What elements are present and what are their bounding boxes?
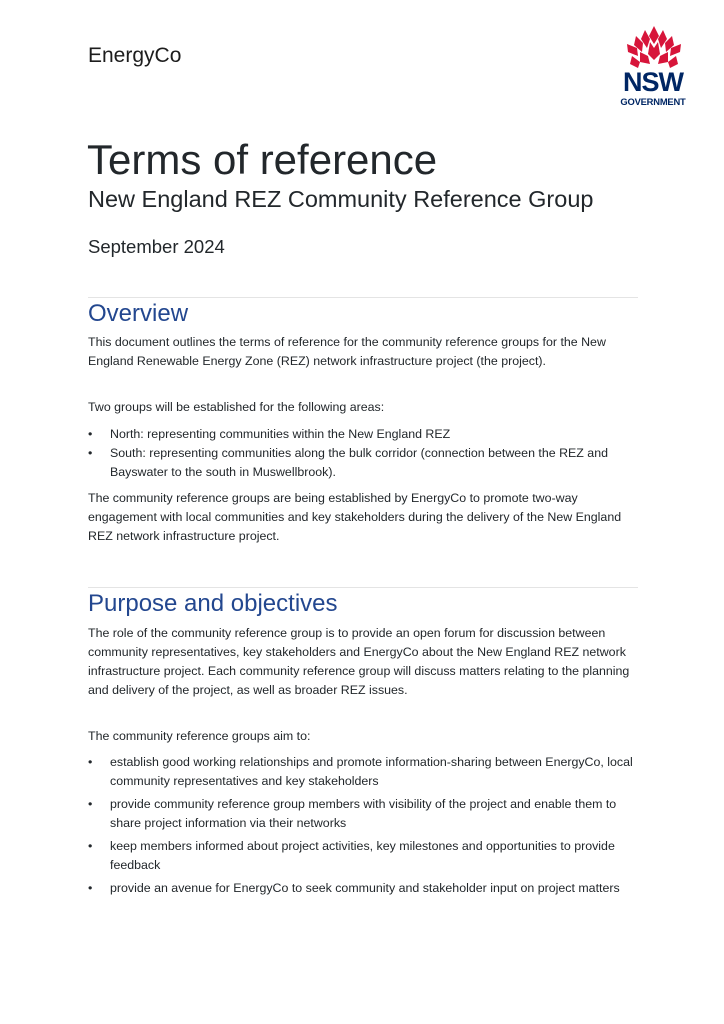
list-item-text: establish good working relationships and promote information-sharing between EnergyCo, local community representatives and key stakeholders [110,755,633,788]
overview-paragraph-2: Two groups will be established for the following areas: [88,400,385,414]
brand-name: EnergyCo [88,44,182,67]
logo-subtext: GOVERNMENT [620,96,686,107]
bullet-icon: • [88,839,93,853]
section-divider [88,297,638,298]
section-divider [88,587,638,588]
list-item-text: provide an avenue for EnergyCo to seek community and stakeholder input on project matters [110,881,620,895]
page-subtitle: New England REZ Community Reference Group [88,186,594,212]
list-item-text: provide community reference group members with visibility of the project and enable them to share project information via their networks [110,797,617,830]
logo-wordmark: NSW [623,67,683,97]
bullet-icon: • [88,427,93,441]
bullet-icon: • [88,755,93,769]
overview-heading: Overview [88,300,189,327]
overview-paragraph-1: This document outlines the terms of reference for the community reference groups for the New England Renewable Energy Zone (REZ) network infrastructure project (the project). [88,335,606,368]
list-item-text: North: representing communities within the New England REZ [110,427,451,441]
list-item [88,837,636,875]
list-item [88,444,636,482]
list-item [88,795,636,833]
purpose-paragraph-1: The role of the community reference group is to provide an open forum for discussion between community representatives, key stakeholders and EnergyCo about the New England REZ network infrastructure project. Each community reference group will discuss matters relating to the planning and delivery of the project, as well as broader REZ issues. [88,626,630,697]
list-item-text: keep members informed about project activities, key milestones and opportunities to provide feedback [110,839,615,872]
list-item [88,879,636,898]
waratah-icon [612,24,696,70]
purpose-bullet-list [88,753,636,902]
purpose-paragraph-2: The community reference groups aim to: [88,729,311,743]
overview-bullet-list [88,425,636,482]
purpose-heading: Purpose and objectives [88,590,338,617]
bullet-icon: • [88,797,93,811]
overview-paragraph-3: The community reference groups are being established by EnergyCo to promote two-way engagement with local communities and key stakeholders during the delivery of the New England REZ network infrastructure project. [88,491,622,543]
nsw-government-logo [612,24,696,108]
list-item [88,753,636,791]
list-item-text: South: representing communities along the bulk corridor (connection between the REZ and Bayswater to the south in Muswellbrook). [110,446,608,479]
list-item [88,425,636,444]
document-date: September 2024 [88,236,225,257]
page-title: Terms of reference [87,136,438,183]
bullet-icon: • [88,881,93,895]
bullet-icon: • [88,446,93,460]
